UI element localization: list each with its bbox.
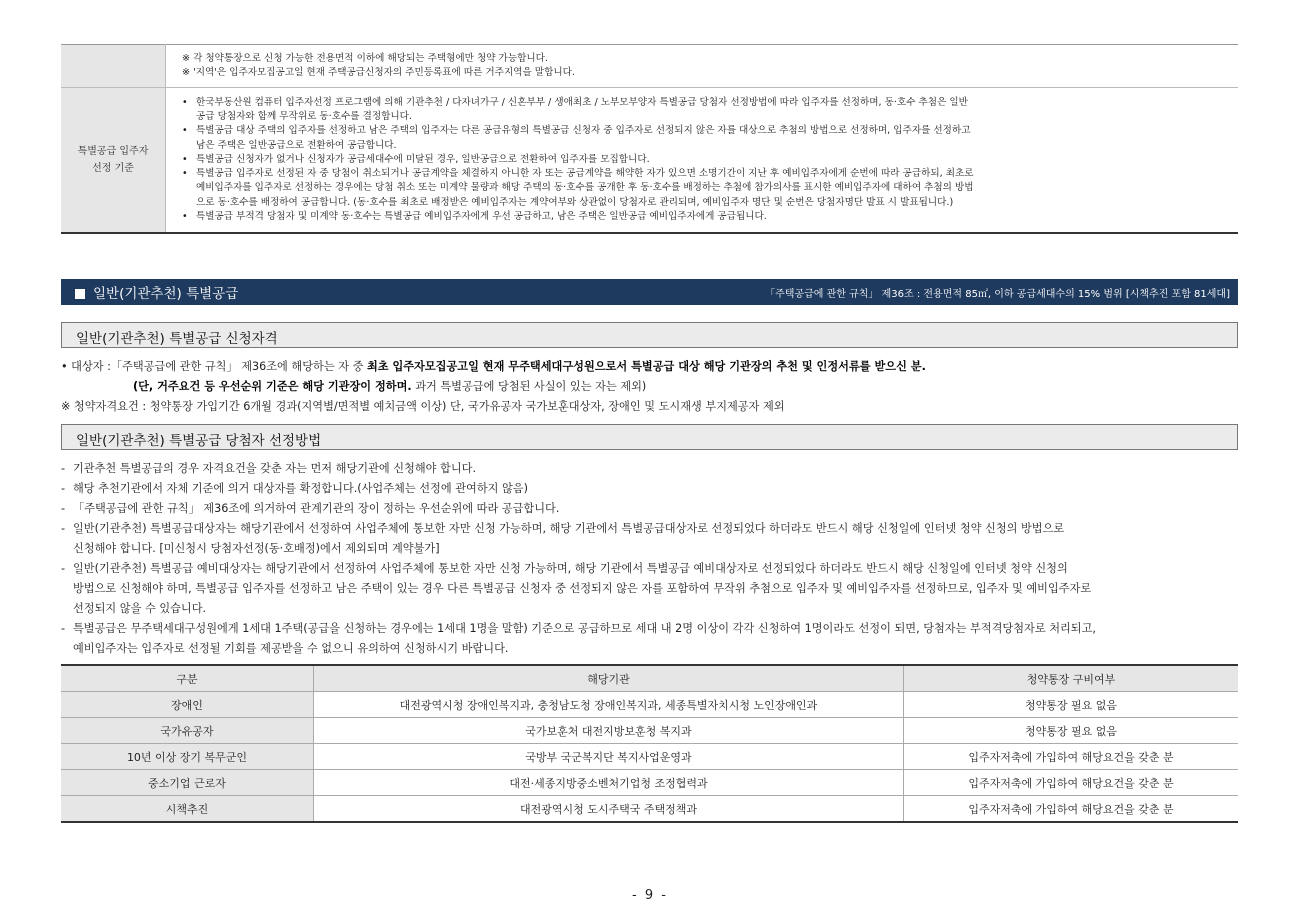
bullet-text [196,210,1228,224]
bullet-line: 한국부동산원 컴퓨터 입주자선정 프로그램에 의해 기관추천 / 다자녀가구 / 신혼부부 / 생애최초 / 노부모부양자 특별공급 당첨자 선정방법에 따라 입주자를 선정하며, 동·호수 추첨은 일반 [196,97,968,109]
table-cell: 입주자저축에 가입하여 해당요건을 갖춘 분 [904,744,1239,770]
table-cell: 10년 이상 장기 복무군인 [61,744,314,770]
table-row [61,718,1238,744]
list-item [61,459,1238,479]
table-row [61,88,1238,234]
table-cell: 장애인 [61,692,314,718]
bullet-text [196,124,1228,152]
list-line: 예비입주자는 입주자로 선정될 기회를 제공받을 수 없으니 유의하여 신청하시기 바랍니다. [73,642,509,655]
bullet-text [196,96,1228,124]
list-line: 「주택공급에 관한 규칙」 제36조에 의거하여 관계기관의 장이 정하는 우선순위에 따라 공급합니다. [73,502,560,515]
bullet-line: 예비입주자를 입주자로 선정하는 경우에는 당첨 취소 또는 미계약 물량과 해당 주택의 동·호수를 공개한 후 동·호수를 배정하는 추첨에 참가의사를 표시한 예비입주자에 대하여 추첨의 방법 [196,182,974,194]
page-number: - 9 - [632,888,668,903]
table-cell: 대전·세종지방중소벤처기업청 조정협력과 [314,770,904,796]
eligibility-line [61,357,1238,377]
dash-marker: - [61,622,66,635]
table-row [61,692,1238,718]
banner-reference: 「주택공급에 관한 규칙」 제36조 : 전용면적 85㎡, 이하 공급세대수의 15% 범위 [시책추진 포함 81세대] [765,288,1230,300]
bullet-line: 특별공급 대상 주택의 입주자를 선정하고 남은 주택의 입주자는 다른 공급유형의 특별공급 신청자 중 입주자로 선정되지 않은 자를 대상으로 추첨의 방법으로 선정하며, 입주자를 선정하고 [196,125,971,137]
criteria-bullets-cell [166,88,1239,234]
square-icon [75,289,85,299]
table-cell: 입주자저축에 가입하여 해당요건을 갖춘 분 [904,770,1239,796]
list-line: 방법으로 신청해야 하며, 특별공급 입주자를 선정하고 남은 주택이 있는 경우 다른 특별공급 신청자 중 선정되지 않은 자를 포함하여 무작위 추첨으로 입주자 및 예비입주자를 선정하므로, 입주자 및 예비입주자로 [73,582,1092,595]
list-item [61,559,1238,619]
agency-table [61,664,1238,823]
header-line: 선정 기준 [92,163,134,174]
list-item-text [73,559,1238,619]
table-cell: 청약통장 필요 없음 [904,692,1239,718]
table-cell: 국가보훈처 대전지방보훈청 복지과 [314,718,904,744]
dash-marker: - [61,522,66,535]
criteria-bullet [182,167,1228,210]
eligibility-text [61,357,1238,417]
list-item [61,479,1238,499]
list-item-text [73,479,1238,499]
table-cell: 국방부 국군복지단 복지사업운영과 [314,744,904,770]
eligibility-line [61,377,1238,397]
criteria-bullet [182,96,1228,124]
bullet-line: 공급 당첨자와 함께 무작위로 동·호수를 결정합니다. [196,111,412,123]
text-span: 과거 특별공급에 당첨된 사실이 있는 자는 제외) [411,380,647,393]
criteria-bullet [182,210,1228,224]
list-line: 신청해야 합니다. [미신청시 당첨자선정(동·호배정)에서 제외되며 계약불가] [73,542,440,555]
bullet-line: 특별공급 입주자로 선정된 자 중 당첨이 취소되거나 공급계약을 체결하지 아니한 자 또는 공급계약을 해약한 자가 있으면 소명기간이 지난 후 예비입주자에게 순번에 따라 공급하되, 최초로 [196,168,974,180]
section-banner [61,279,1238,305]
bullet-text [196,153,1228,167]
note-line: ※ '지역'은 입주자모집공고일 현재 주택공급신청자의 주민등록표에 따른 거주지역을 말합니다. [182,67,575,78]
banner-title-wrap [75,282,238,302]
table-row [61,770,1238,796]
bullet-icon: • [182,125,188,137]
list-item-text [73,459,1238,479]
text-span: • 대상자 :「주택공급에 관한 규칙」 제36조에 해당하는 자 중 [61,360,367,373]
bold-text: (단, 거주요건 등 우선순위 기준은 해당 기관장이 정하며. [133,380,412,393]
table-row [61,796,1238,823]
list-item [61,499,1238,519]
table-row [61,744,1238,770]
table-cell: 시책추진 [61,796,314,823]
list-line: 일반(기관추천) 특별공급 예비대상자는 해당기관에서 선정하여 사업주체에 통보한 자만 신청 가능하며, 해당 기관에서 특별공급 예비대상자로 선정되었다 하더라도 반드시 해당 신청일에 인터넷 청약 신청의 [73,562,1068,575]
table-cell: 중소기업 근로자 [61,770,314,796]
list-item [61,619,1238,659]
list-item-text [73,619,1238,659]
banner-title: 일반(기관추천) 특별공급 [93,286,239,302]
row-header-selection-criteria [61,88,166,234]
table-cell: 대전광역시청 도시주택국 주택정책과 [314,796,904,823]
list-line: 기관추천 특별공급의 경우 자격요건을 갖춘 자는 먼저 해당기관에 신청해야 합니다. [73,462,477,475]
criteria-table [61,44,1238,234]
list-line: 해당 추천기관에서 자체 기준에 의거 대상자를 확정합니다.(사업주체는 선정에 관여하지 않음) [73,482,528,495]
bullet-icon: • [182,153,188,165]
bullet-text [196,167,1228,210]
table-header-row [61,665,1238,692]
bold-text: 최초 입주자모집공고일 현재 무주택세대구성원으로서 특별공급 대상 해당 기관장의 추천 및 인정서류를 받으신 분. [366,360,926,373]
list-item-text [73,519,1238,559]
table-row [61,45,1238,88]
criteria-bullet [182,153,1228,167]
list-line: 일반(기관추천) 특별공급대상자는 해당기관에서 선정하여 사업주체에 통보한 자만 신청 가능하며, 해당 기관에서 특별공급대상자로 선정되었다 하더라도 반드시 해당 신청일에 인터넷 청약 신청의 방법으로 [73,522,1065,535]
eligibility-note: ※ 청약자격요건 : 청약통장 가입기간 6개월 경과(지역별/면적별 예치금액 이상) 단, 국가유공자 국가보훈대상자, 장애인 및 도시재생 부지제공자 제외 [61,400,785,413]
bullet-icon: • [182,168,188,180]
dash-marker: - [61,502,66,515]
list-line: 선정되지 않을 수 있습니다. [73,602,207,615]
selection-method-list [61,459,1238,659]
list-item-text [73,499,1238,519]
agency-table-body [61,692,1238,823]
dash-marker: - [61,482,66,495]
criteria-bullet [182,124,1228,152]
bullet-line: 특별공급 부적격 당첨자 및 미계약 동·호수는 특별공급 예비입주자에게 우선 공급하고, 남은 주택은 일반공급 예비입주자에게 공급됩니다. [196,210,767,222]
column-header: 청약통장 구비여부 [904,665,1239,692]
header-line: 특별공급 입주자 [77,146,149,157]
table-cell: 입주자저축에 가입하여 해당요건을 갖춘 분 [904,796,1239,823]
dash-marker: - [61,462,66,475]
column-header: 해당기관 [314,665,904,692]
row-header-empty [61,45,166,88]
note-line: ※ 각 청약통장으로 신청 가능한 전용면적 이하에 해당되는 주택형에만 청약 가능합니다. [182,52,548,64]
table-cell: 국가유공자 [61,718,314,744]
notes-cell [166,45,1239,88]
bullet-icon: • [182,97,188,109]
list-line: 특별공급은 무주택세대구성원에게 1세대 1주택(공급을 신청하는 경우에는 1세대 1명을 말함) 기준으로 공급하므로 세대 내 2명 이상이 각각 신청하여 1명이라도 선정이 되면, 당첨자는 부적격당첨자로 처리되고, [73,622,1096,635]
bullet-line: 으로 동·호수를 배정하여 공급합니다. (동·호수를 최초로 배정받은 예비입주자는 계약여부와 상관없이 당첨자로 관리되며, 예비입주자 명단 및 순번은 당첨자명단 발표 시 발표됩니다.) [196,196,954,208]
bullet-icon: • [182,210,188,222]
column-header: 구분 [61,665,314,692]
bullet-line: 특별공급 신청자가 없거나 신청자가 공급세대수에 미달된 경우, 일반공급으로 전환하여 입주자를 모집합니다. [196,153,650,165]
table-cell: 청약통장 필요 없음 [904,718,1239,744]
dash-marker: - [61,562,66,575]
subheading-eligibility: 일반(기관추천) 특별공급 신청자격 [61,322,1238,348]
list-item [61,519,1238,559]
table-cell: 대전광역시청 장애인복지과, 충청남도청 장애인복지과, 세종특별자치시청 노인장애인과 [314,692,904,718]
subheading-selection-method: 일반(기관추천) 특별공급 당첨자 선정방법 [61,424,1238,450]
bullet-line: 남은 주택은 일반공급으로 전환하여 공급합니다. [196,139,397,151]
